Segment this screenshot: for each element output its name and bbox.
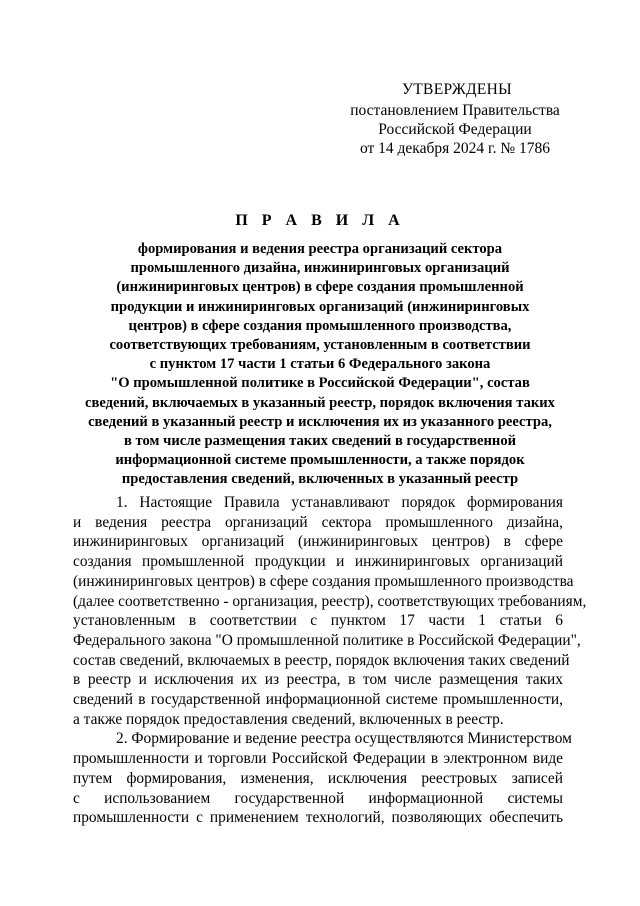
document-body xyxy=(73,493,587,828)
approval-heading: УТВЕРЖДЕНЫ xyxy=(402,81,512,98)
paragraph-line: путем формирования, изменения, исключения реестровых записей xyxy=(73,769,563,787)
paragraph-line: (далее соответственно - организация, реестр), соответствующих требованиям, xyxy=(73,592,587,610)
subtitle-line: сведений в указанный реестр и исключения их из указанного реестра, xyxy=(88,413,552,430)
paragraph-line: создания промышленной продукции и инжиниринговых организаций xyxy=(73,553,563,571)
paragraph-line: и ведения реестра организаций сектора промышленного дизайна, xyxy=(73,513,563,531)
paragraph-line: состав сведений, включаемых в реестр, порядок включения таких сведений xyxy=(73,651,570,669)
paragraph-line: установленным в соответствии с пунктом 17 части 1 статьи 6 xyxy=(73,612,563,630)
paragraph-1 xyxy=(73,493,587,729)
subtitle-line: с пунктом 17 части 1 статьи 6 Федерального закона xyxy=(149,356,491,373)
subtitle-line: промышленного дизайна, инжиниринговых организаций xyxy=(130,260,510,277)
subtitle-line: (инжиниринговых центров) в сфере создания промышленной xyxy=(116,279,524,296)
paragraph-line: 2. Формирование и ведение реестра осуществляются Министерством xyxy=(116,730,572,748)
approval-line: от 14 декабря 2024 г. № 1786 xyxy=(359,140,551,157)
paragraph-line: 1. Настоящие Правила устанавливают порядок формирования xyxy=(116,494,563,511)
document-subtitle xyxy=(60,240,580,490)
document-title: П Р А В И Л А xyxy=(235,212,405,229)
subtitle-line: соответствующих требованиям, установленным в соответствии xyxy=(109,337,531,354)
paragraph-line: а также порядок предоставления сведений, включенных в реестр. xyxy=(73,710,504,728)
subtitle-line: "О промышленной политике в Российской Федерации", состав xyxy=(110,375,530,392)
approval-line: постановлением Правительства xyxy=(350,102,560,119)
paragraph-line: с использованием государственной информационной системы xyxy=(73,789,563,807)
paragraph-line: в реестр и исключения их из реестра, в том числе размещения таких xyxy=(73,671,563,689)
paragraph-line: (инжиниринговых центров) в сфере создания промышленного производства xyxy=(73,572,574,590)
paragraph-line: сведений в государственной информационной системе промышленности, xyxy=(73,691,563,709)
subtitle-line: предоставления сведений, включенных в указанный реестр xyxy=(121,471,519,488)
approval-stamp xyxy=(340,80,570,158)
subtitle-line: в том числе размещения таких сведений в государственной xyxy=(123,433,517,450)
subtitle-line: продукции и инжиниринговых организаций (инжиниринговых xyxy=(110,298,530,315)
approval-line: Российской Федерации xyxy=(378,121,532,138)
paragraph-line: Федерального закона "О промышленной политике в Российской Федерации", xyxy=(73,631,581,649)
paragraph-line: промышленности с применением технологий, позволяющих обеспечить xyxy=(73,809,563,827)
paragraph-line: промышленности и торговли Российской Федерации в электронном виде xyxy=(73,750,563,768)
subtitle-line: формирования и ведения реестра организаций сектора xyxy=(137,241,503,257)
subtitle-line: сведений, включаемых в указанный реестр, порядок включения таких xyxy=(85,394,555,411)
paragraph-2 xyxy=(73,729,572,828)
paragraph-line: инжиниринговых организаций (инжиниринговых центров) в сфере xyxy=(73,533,563,551)
subtitle-line: информационной системе промышленности, а также порядок xyxy=(115,452,525,469)
subtitle-line: центров) в сфере создания промышленного производства, xyxy=(128,317,512,334)
